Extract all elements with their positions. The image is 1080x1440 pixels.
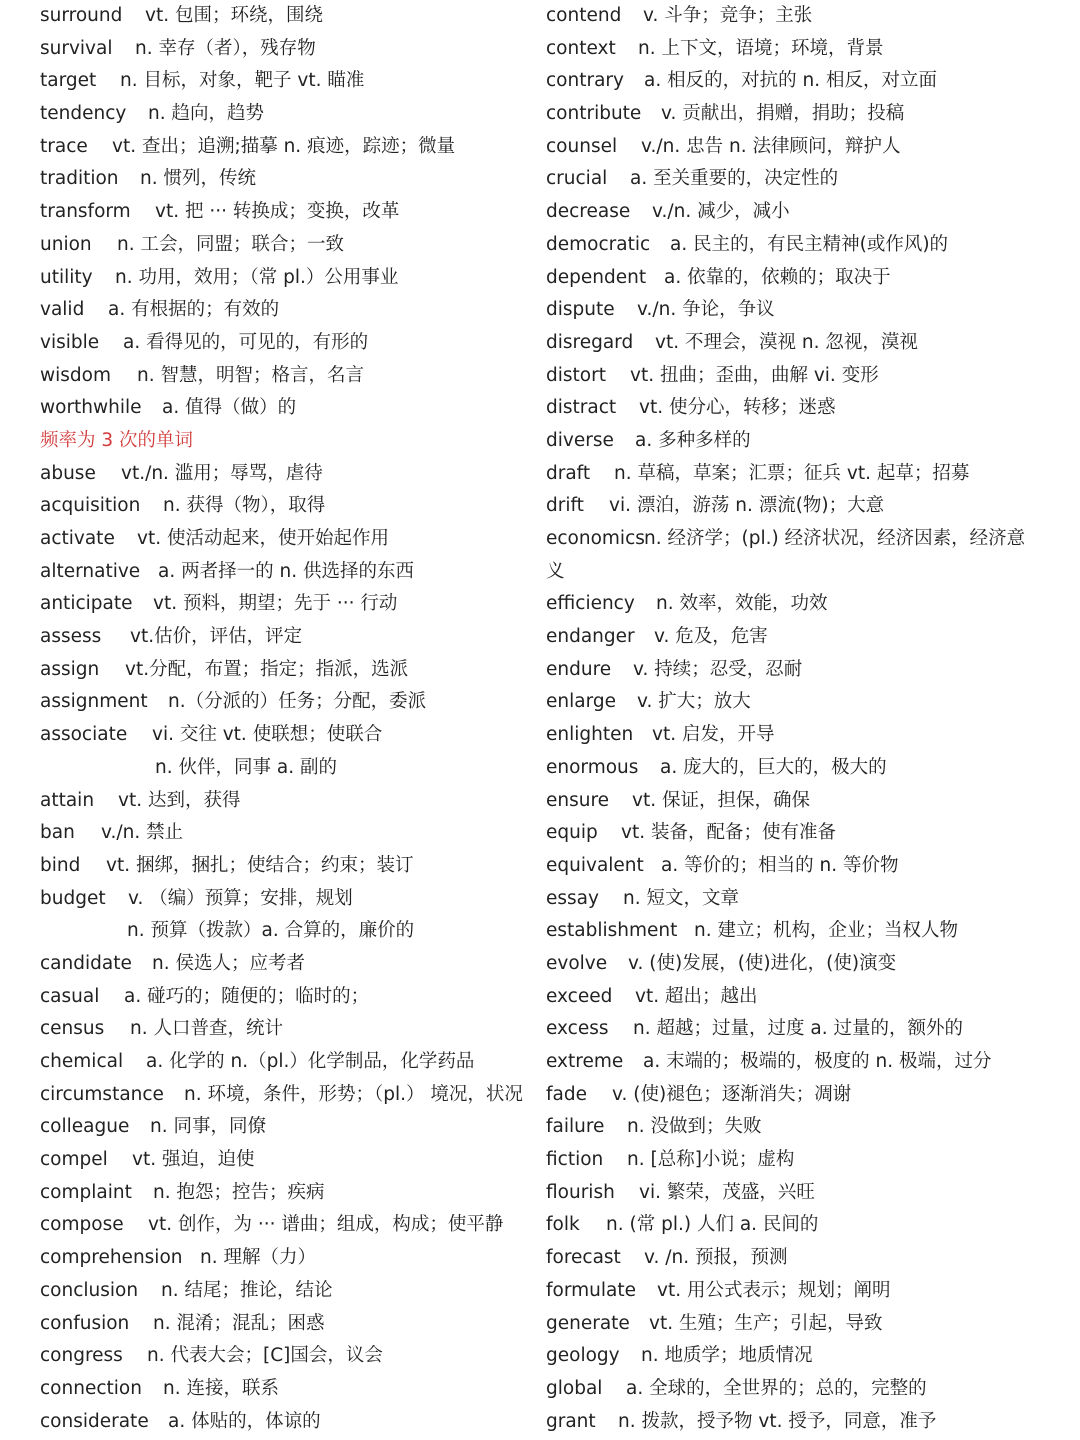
vocab-word: grant — [546, 1410, 596, 1432]
vocab-word: confusion — [40, 1312, 130, 1334]
vocab-entry — [546, 360, 1046, 393]
left-column — [40, 0, 535, 1438]
vocab-entry — [546, 1406, 1046, 1439]
vocab-entry — [546, 556, 1046, 589]
vocab-definition: v. （编）预算；安排，规划 — [128, 887, 353, 909]
vocab-entry — [546, 719, 1046, 752]
vocab-word: drift — [546, 495, 584, 517]
vocab-entry — [546, 33, 1046, 66]
vocab-definition: 义 — [546, 560, 565, 582]
vocab-definition: n. [总称]小说；虚构 — [627, 1149, 795, 1171]
vocab-word: economics — [546, 528, 645, 549]
vocab-word: decrease — [546, 201, 631, 223]
vocab-definition: n. 地质学；地质情况 — [641, 1345, 813, 1367]
vocab-definition: v. (使)褪色；逐渐消失；凋谢 — [612, 1083, 852, 1105]
vocab-entry — [40, 1340, 535, 1373]
vocab-word: associate — [40, 724, 128, 746]
vocab-entry — [546, 1144, 1046, 1177]
vocab-definition: n. 效率，效能，功效 — [656, 593, 828, 615]
vocab-definition: a. 两者择一的 n. 供选择的东西 — [158, 560, 414, 582]
vocab-definition: vt./n. 滥用；辱骂，虐待 — [121, 462, 323, 484]
vocab-entry — [40, 686, 535, 719]
vocab-definition: v. /n. 预报，预测 — [644, 1247, 788, 1269]
vocab-word: compose — [40, 1214, 124, 1236]
vocab-word: census — [40, 1018, 105, 1040]
vocab-definition: n. 连接，联系 — [163, 1377, 279, 1399]
vocab-entry — [40, 1275, 535, 1308]
vocab-entry — [40, 490, 535, 523]
vocab-entry — [40, 1013, 535, 1046]
right-column — [546, 0, 1046, 1438]
vocab-word: enormous — [546, 756, 639, 778]
vocab-definition: a. 值得（做）的 — [162, 397, 297, 419]
vocab-word: formulate — [546, 1279, 636, 1301]
vocab-word: equip — [546, 822, 598, 844]
vocab-definition: v. 持续；忍受，忍耐 — [633, 658, 803, 680]
vocab-word: enlighten — [546, 724, 634, 746]
vocab-word: endanger — [546, 626, 635, 648]
vocab-word: candidate — [40, 952, 132, 974]
vocab-entry — [40, 948, 535, 981]
vocab-entry — [546, 1209, 1046, 1242]
vocab-definition: n. 超越；过量，过度 a. 过量的，额外的 — [633, 1018, 963, 1040]
vocab-entry — [546, 621, 1046, 654]
vocab-word: forecast — [546, 1247, 621, 1269]
vocab-entry — [40, 1209, 535, 1242]
vocab-word: target — [40, 70, 97, 92]
vocab-word: union — [40, 233, 92, 255]
vocab-entry — [40, 556, 535, 589]
vocab-entry — [546, 850, 1046, 883]
vocab-definition: vi. 繁荣，茂盛，兴旺 — [639, 1181, 815, 1203]
vocab-entry — [546, 588, 1046, 621]
vocab-definition: n. 幸存（者），残存物 — [135, 37, 316, 59]
vocab-entry — [546, 981, 1046, 1014]
vocab-word: chemical — [40, 1051, 124, 1072]
vocab-definition: n. 混淆；混乱；困惑 — [153, 1312, 325, 1334]
section-heading: 频率为 3 次的单词 — [40, 429, 194, 451]
vocab-definition: n. 代表大会；[C]国会，议会 — [147, 1345, 383, 1367]
vocab-word: counsel — [546, 135, 618, 157]
vocab-entry — [40, 850, 535, 883]
vocab-word: enlarge — [546, 691, 616, 713]
vocab-word: assign — [40, 658, 100, 680]
vocab-definition: vt. 包围；环绕，围绕 — [145, 5, 323, 26]
vocab-entry — [40, 163, 535, 196]
vocab-definition: a. 有根据的；有效的 — [108, 299, 280, 321]
vocab-definition: vt. 装备，配备；使有准备 — [621, 822, 836, 844]
vocab-definition: a. 碰巧的；随便的；临时的； — [124, 985, 370, 1007]
vocab-definition: n. 人口普查，统计 — [130, 1018, 283, 1040]
vocab-entry — [546, 817, 1046, 850]
vocab-word: contribute — [546, 103, 642, 125]
vocab-entry — [40, 1079, 535, 1112]
vocab-entry — [40, 654, 535, 687]
vocab-entry — [40, 131, 535, 164]
vocab-definition: v./n. 忠告 n. 法律顾问，辩护人 — [641, 135, 901, 157]
vocab-definition: n.（分派的）任务；分配，委派 — [168, 691, 427, 713]
vocab-word: crucial — [546, 168, 608, 190]
vocab-definition: n. 拨款，授予物 vt. 授予，同意，准予 — [618, 1410, 937, 1432]
vocab-word: extreme — [546, 1051, 624, 1072]
vocab-definition: v. 危及，危害 — [654, 626, 768, 648]
vocab-definition: vt. 强迫，迫使 — [132, 1149, 255, 1171]
vocab-entry — [40, 752, 535, 785]
vocab-definition: a. 民主的，有民主精神(或作风)的 — [670, 233, 949, 255]
vocab-word: assess — [40, 626, 102, 648]
vocab-entry — [40, 523, 535, 556]
vocab-entry — [546, 262, 1046, 295]
vocab-word: considerate — [40, 1410, 149, 1432]
vocab-entry — [40, 229, 535, 262]
vocab-entry — [546, 654, 1046, 687]
vocab-entry — [546, 163, 1046, 196]
vocab-entry — [546, 1242, 1046, 1275]
vocab-word: bind — [40, 854, 81, 876]
vocab-word: essay — [546, 887, 599, 909]
vocab-definition: n. 结尾；推论，结论 — [161, 1279, 333, 1301]
vocab-word: transform — [40, 201, 131, 223]
vocab-word: distract — [546, 397, 617, 419]
vocab-word: surround — [40, 5, 123, 26]
vocab-entry — [40, 1373, 535, 1406]
vocab-entry — [40, 981, 535, 1014]
vocab-entry — [40, 65, 535, 98]
vocab-word: global — [546, 1377, 603, 1399]
vocab-word: comprehension — [40, 1247, 183, 1269]
vocab-definition: a. 庞大的，巨大的，极大的 — [660, 756, 887, 778]
vocab-definition: vt. 超出；越出 — [635, 985, 758, 1007]
vocab-definition: vt. 使分心，转移；迷惑 — [639, 397, 836, 419]
vocab-definition: v. (使)发展，(使)进化，(使)演变 — [628, 952, 897, 974]
vocab-definition: n. 趋向，趋势 — [148, 103, 264, 125]
vocab-word: contrary — [546, 70, 624, 92]
vocab-word: establishment — [546, 920, 678, 942]
vocab-word: tradition — [40, 168, 119, 190]
vocab-word: fade — [546, 1083, 587, 1105]
vocab-word: trace — [40, 135, 88, 157]
vocab-definition: vt. 达到，获得 — [118, 789, 241, 811]
vocab-entry — [40, 1144, 535, 1177]
vocab-word: worthwhile — [40, 397, 142, 419]
vocab-word: complaint — [40, 1181, 132, 1203]
vocab-word: circumstance — [40, 1083, 164, 1105]
vocab-entry — [546, 686, 1046, 719]
vocab-definition: vt. 不理会，漠视 n. 忽视，漠视 — [655, 331, 918, 353]
vocab-entry — [40, 817, 535, 850]
vocab-definition: vt. 查出；追溯;描摹 n. 痕迹，踪迹；微量 — [112, 135, 456, 157]
vocab-word: assignment — [40, 691, 148, 713]
vocab-word: attain — [40, 789, 95, 811]
vocab-definition: a. 体贴的，体谅的 — [168, 1410, 321, 1432]
vocab-entry — [40, 327, 535, 360]
vocab-word: colleague — [40, 1116, 130, 1138]
vocab-word: generate — [546, 1312, 630, 1334]
vocab-definition: n. 目标，对象，靶子 vt. 瞄准 — [120, 70, 365, 92]
vocab-word: equivalent — [546, 854, 644, 876]
vocab-definition: n. 伙伴，同事 a. 副的 — [155, 756, 337, 778]
vocab-entry — [40, 883, 535, 916]
vocab-definition: n. 惯列，传统 — [140, 168, 256, 190]
vocab-definition: a. 至关重要的，决定性的 — [630, 168, 839, 190]
vocab-word: dependent — [546, 266, 647, 288]
vocab-definition: vt. 捆绑，捆扎；使结合；约束；装订 — [106, 854, 414, 876]
vocab-definition: n. 理解（力） — [200, 1247, 316, 1269]
vocab-definition: a. 相反的，对抗的 n. 相反，对立面 — [644, 70, 937, 92]
vocab-entry — [546, 1013, 1046, 1046]
vocab-entry — [546, 294, 1046, 327]
vocab-definition: v./n. 争论，争议 — [637, 299, 775, 321]
vocab-definition: n. 短文，文章 — [623, 887, 739, 909]
vocab-entry — [546, 98, 1046, 131]
vocab-word: budget — [40, 887, 106, 909]
vocab-definition: a. 多种多样的 — [635, 429, 751, 451]
vocab-word: draft — [546, 462, 591, 484]
vocab-entry — [40, 1111, 535, 1144]
vocab-word: valid — [40, 299, 85, 321]
vocab-entry — [40, 1177, 535, 1210]
vocab-definition: a. 看得见的，可见的，有形的 — [123, 331, 369, 353]
vocab-word: democratic — [546, 233, 651, 255]
vocab-definition: vt.估价，评估，评定 — [130, 626, 303, 648]
vocab-word: context — [546, 37, 616, 59]
vocab-definition: vt. 生殖；生产；引起，导致 — [649, 1312, 883, 1334]
vocab-definition: v. 贡献出，捐赠，捐助；投稿 — [661, 103, 905, 125]
vocab-entry — [40, 915, 535, 948]
vocab-entry — [546, 1111, 1046, 1144]
vocab-word: ban — [40, 822, 75, 844]
vocab-entry — [546, 1177, 1046, 1210]
vocab-word: activate — [40, 528, 115, 549]
vocab-entry — [546, 752, 1046, 785]
vocab-definition: n. 建立；机构，企业；当权人物 — [694, 920, 958, 942]
vocab-word: disregard — [546, 331, 634, 353]
vocab-entry — [40, 1406, 535, 1439]
vocab-entry — [546, 948, 1046, 981]
vocab-entry — [546, 1340, 1046, 1373]
vocab-word: distort — [546, 364, 606, 386]
vocab-word: exceed — [546, 985, 613, 1007]
vocab-definition: vt. 用公式表示；规划；阐明 — [657, 1279, 891, 1301]
vocab-word: congress — [40, 1345, 123, 1367]
vocab-entry — [546, 425, 1046, 458]
vocab-definition: n. 抱怨；控告；疾病 — [153, 1181, 325, 1203]
vocab-word: visible — [40, 331, 100, 353]
vocab-word: survival — [40, 37, 113, 59]
vocab-entry — [546, 392, 1046, 425]
vocab-entry — [40, 588, 535, 621]
vocab-word: contend — [546, 5, 622, 26]
vocab-definition: n. 智慧，明智；格言，名言 — [137, 364, 364, 386]
vocab-definition: vt. 创作，为 ··· 谱曲；组成，构成；使平静 — [148, 1214, 504, 1236]
vocab-entry — [546, 490, 1046, 523]
vocab-definition: n. 上下文，语境；环境，背景 — [638, 37, 884, 59]
vocab-word: compel — [40, 1149, 108, 1171]
vocab-word: tendency — [40, 103, 127, 125]
vocab-word: abuse — [40, 462, 96, 484]
vocab-entry — [40, 719, 535, 752]
vocab-definition: a. 依靠的，依赖的；取决于 — [664, 266, 891, 288]
vocab-entry — [40, 1242, 535, 1275]
vocab-definition: vi. 漂泊，游荡 n. 漂流(物)；大意 — [609, 495, 885, 517]
vocab-entry — [40, 1308, 535, 1341]
vocab-word: efficiency — [546, 593, 635, 615]
vocab-definition: vt. 把 ··· 转换成；变换，改革 — [155, 201, 400, 223]
vocab-entry — [546, 785, 1046, 818]
vocab-definition: v. 扩大；放大 — [637, 691, 751, 713]
vocab-entry — [546, 915, 1046, 948]
vocab-entry — [40, 1046, 535, 1079]
vocab-word: acquisition — [40, 495, 141, 517]
vocab-definition: a. 等价的；相当的 n. 等价物 — [661, 854, 899, 876]
vocab-word: wisdom — [40, 364, 111, 386]
vocab-entry — [40, 294, 535, 327]
vocab-word: evolve — [546, 952, 608, 974]
vocab-definition: vt. 预料，期望；先于 ··· 行动 — [153, 593, 398, 615]
vocab-word: ensure — [546, 789, 610, 811]
vocab-definition: n. 草稿，草案；汇票；征兵 vt. 起草；招募 — [614, 462, 970, 484]
vocab-word: casual — [40, 985, 100, 1007]
vocab-definition: a. 全球的，全世界的；总的，完整的 — [626, 1377, 927, 1399]
vocab-entry — [546, 1079, 1046, 1112]
vocab-word: anticipate — [40, 593, 133, 615]
vocab-definition: n. 同事，同僚 — [150, 1116, 266, 1138]
vocab-entry — [40, 98, 535, 131]
vocab-entry — [40, 33, 535, 66]
vocab-definition: n. 环境，条件，形势；（pl.） 境况，状况 — [184, 1083, 523, 1105]
vocab-word: fiction — [546, 1149, 604, 1171]
vocab-entry — [40, 785, 535, 818]
vocab-entry — [546, 523, 1046, 556]
vocab-definition: vt.分配，布置；指定；指派，选派 — [125, 658, 409, 680]
vocab-definition: n. 侯选人；应考者 — [152, 952, 305, 974]
vocab-entry — [40, 262, 535, 295]
vocab-definition: vt. 启发，开导 — [652, 724, 775, 746]
vocab-definition: vi. 交往 vt. 使联想；使联合 — [152, 724, 383, 746]
vocab-definition: n. 获得（物），取得 — [163, 495, 326, 517]
vocab-entry — [40, 0, 535, 33]
vocab-word: conclusion — [40, 1279, 139, 1301]
vocab-definition: n. 工会，同盟；联合；一致 — [117, 233, 344, 255]
vocab-entry — [546, 1373, 1046, 1406]
vocab-definition: n. 经济学；(pl.) 经济状况，经济因素，经济意 — [644, 528, 1026, 549]
vocab-entry — [546, 1308, 1046, 1341]
vocab-entry — [546, 131, 1046, 164]
vocab-definition: n. 功用，效用；（常 pl.）公用事业 — [115, 266, 399, 288]
vocab-word: connection — [40, 1377, 142, 1399]
vocab-entry — [40, 196, 535, 229]
vocab-entry — [546, 229, 1046, 262]
vocab-entry — [40, 392, 535, 425]
vocab-word: failure — [546, 1116, 605, 1138]
vocab-word: utility — [40, 266, 93, 288]
vocab-entry — [546, 0, 1046, 33]
vocab-entry — [546, 65, 1046, 98]
vocab-definition: v./n. 减少，减小 — [652, 201, 790, 223]
vocab-entry — [546, 327, 1046, 360]
vocab-word: excess — [546, 1018, 609, 1040]
vocab-word: flourish — [546, 1181, 615, 1203]
vocab-entry — [40, 458, 535, 491]
vocab-entry — [546, 1275, 1046, 1308]
vocab-word: dispute — [546, 299, 615, 321]
vocab-definition: v./n. 禁止 — [101, 822, 184, 844]
vocab-definition: vt. 使活动起来，使开始起作用 — [137, 528, 389, 549]
vocab-word: endure — [546, 658, 612, 680]
vocab-entry — [40, 360, 535, 393]
vocab-definition: a. 化学的 n.（pl.）化学制品，化学药品 — [146, 1051, 475, 1072]
vocab-entry — [546, 458, 1046, 491]
vocab-definition: vt. 保证，担保，确保 — [632, 789, 810, 811]
vocab-word: diverse — [546, 429, 614, 451]
vocab-definition: n. 预算（拨款）a. 合算的，廉价的 — [127, 920, 415, 942]
vocab-definition: n. (常 pl.) 人们 a. 民间的 — [606, 1214, 819, 1236]
vocab-entry — [546, 1046, 1046, 1079]
vocab-definition: vt. 扭曲；歪曲，曲解 vi. 变形 — [630, 364, 879, 386]
vocab-word: alternative — [40, 560, 141, 582]
vocab-word: folk — [546, 1214, 580, 1236]
vocab-definition: a. 末端的；极端的，极度的 n. 极端，过分 — [643, 1051, 992, 1072]
vocab-definition: n. 没做到；失败 — [627, 1116, 762, 1138]
vocab-entry — [40, 621, 535, 654]
vocab-word: geology — [546, 1345, 620, 1367]
vocab-entry — [546, 196, 1046, 229]
vocab-definition: v. 斗争；竞争；主张 — [643, 5, 813, 26]
vocab-entry — [546, 883, 1046, 916]
